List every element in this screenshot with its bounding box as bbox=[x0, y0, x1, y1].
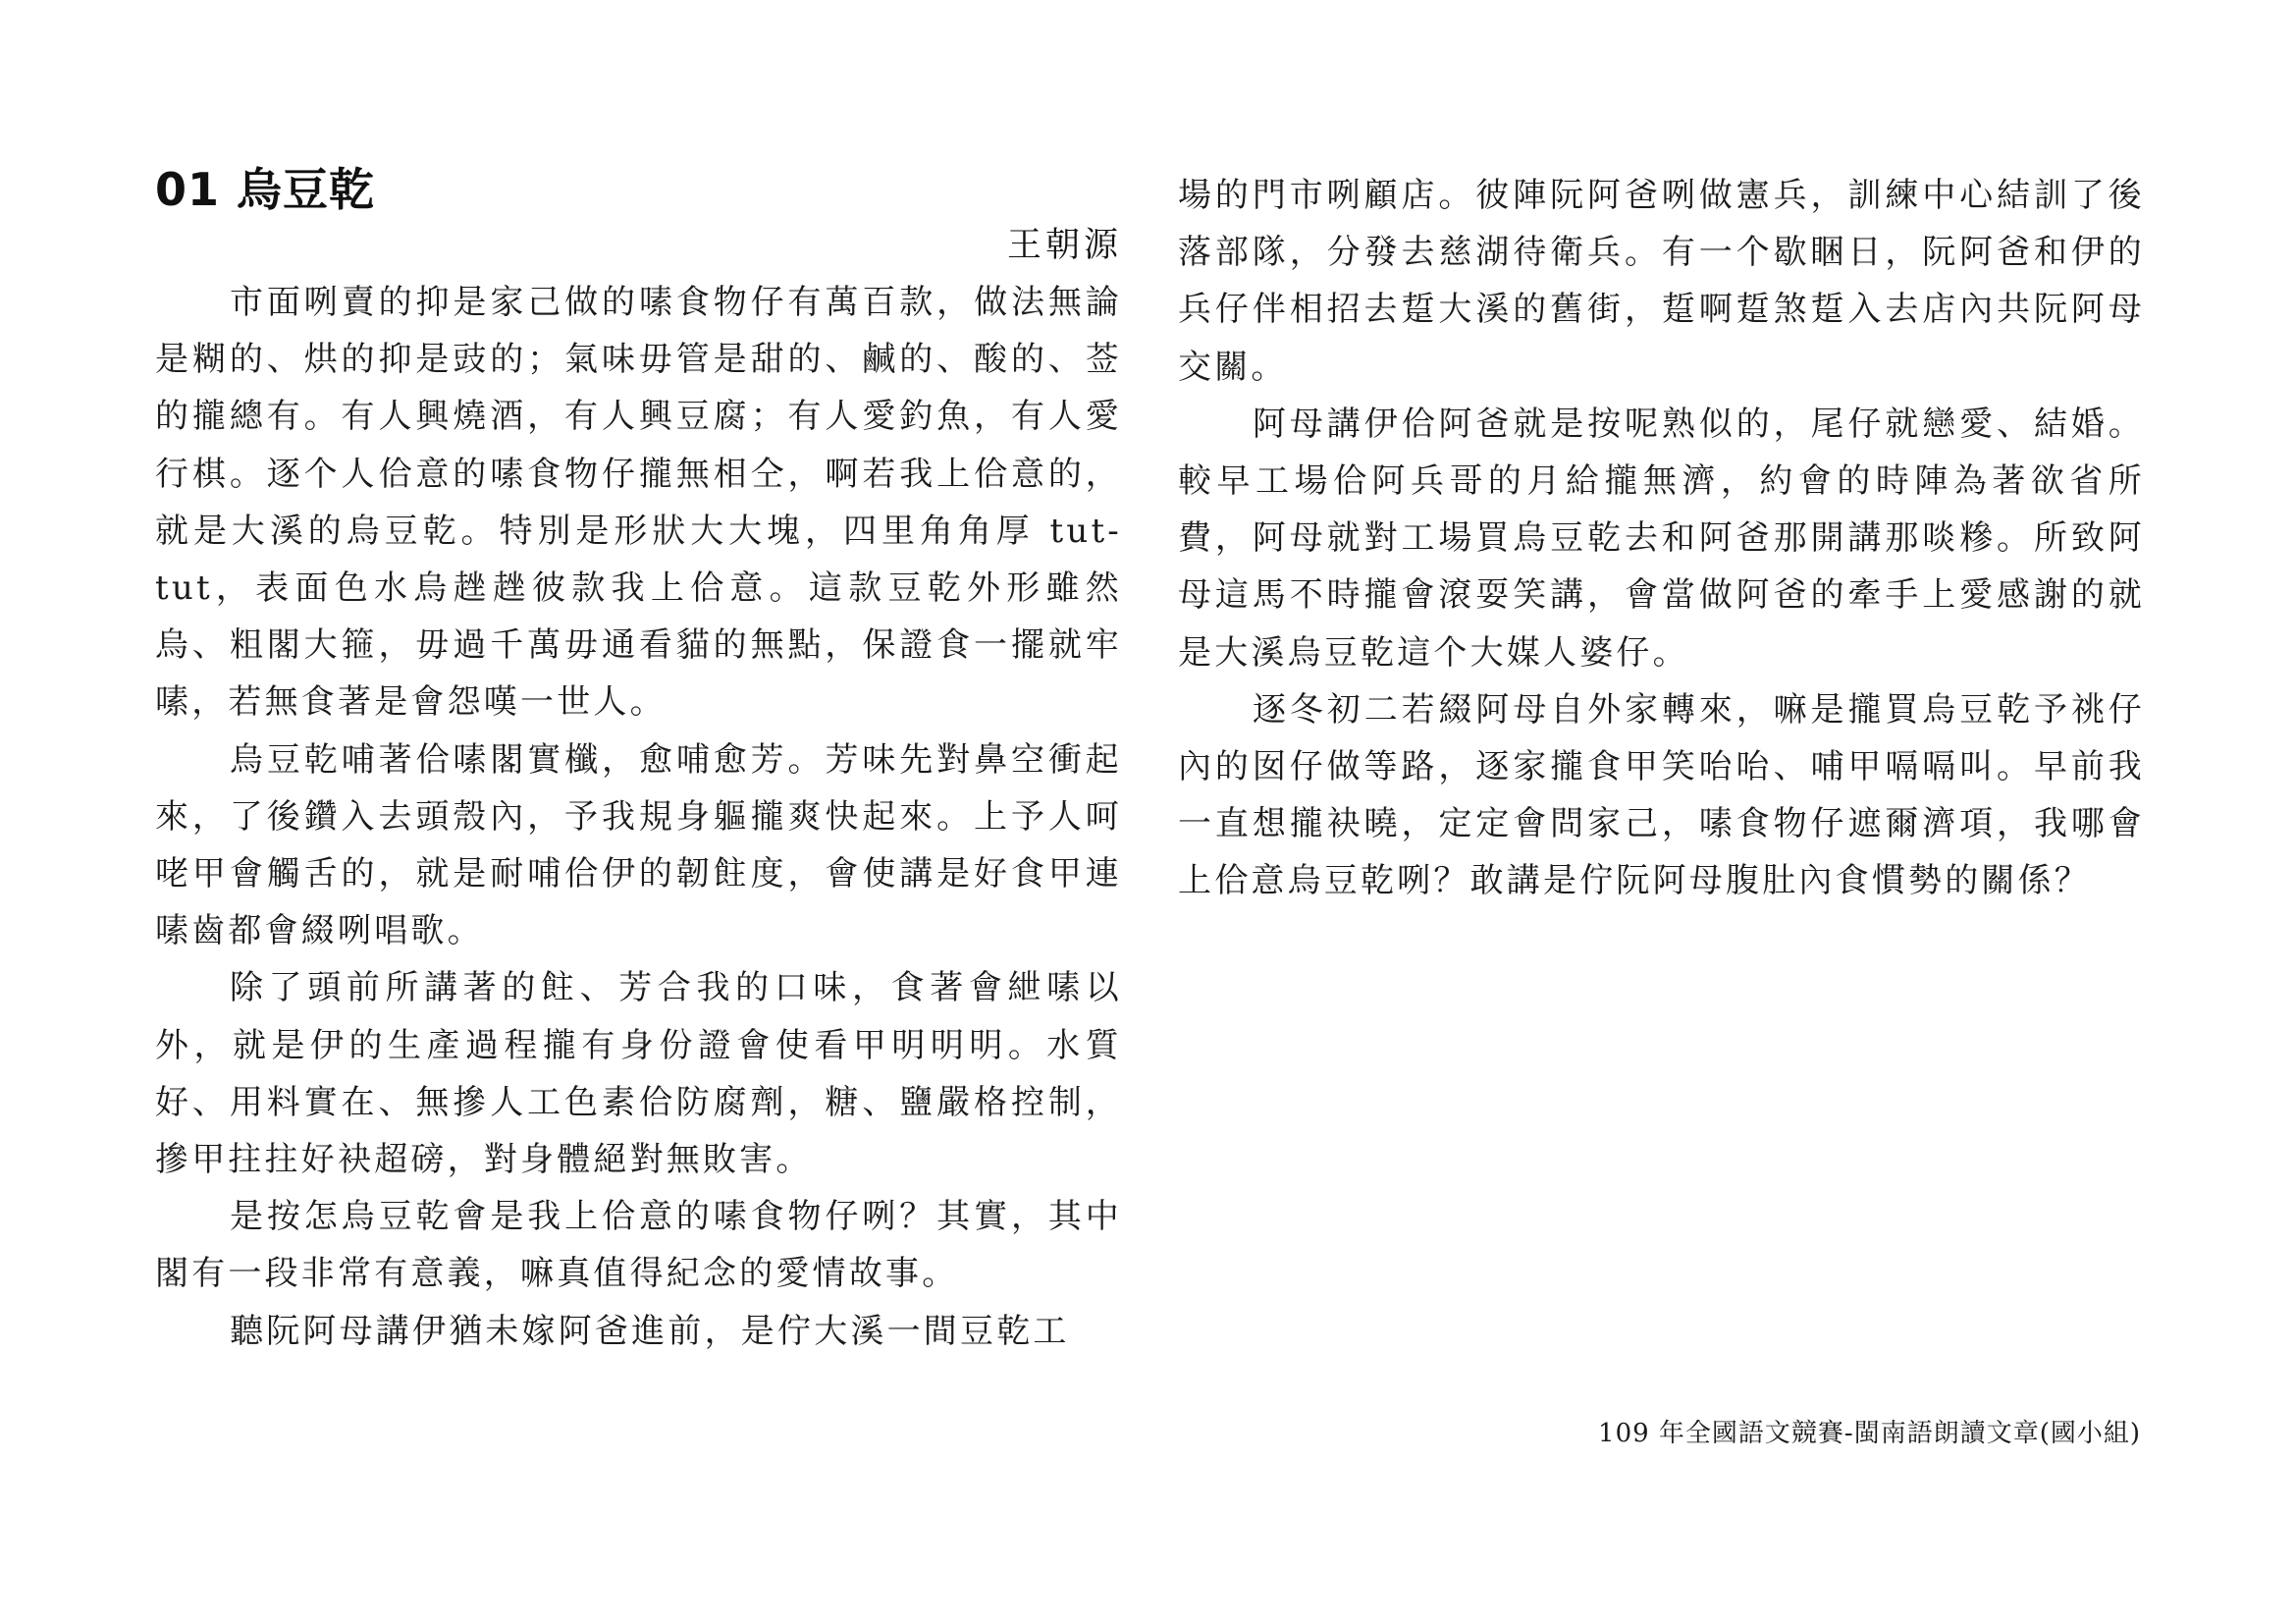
article-author: 王朝源 bbox=[1006, 226, 1122, 265]
paragraph: 市面咧賣的抑是家己做的嗉食物仔有萬百款，做法無論是糊的、烘的抑是豉的；氣味毋管是甜的、鹹的、酸的、莶的攏總有。有人興燒酒，有人興豆腐；有人愛釣魚，有人愛行棋。逐个人佮意的嗉食物仔攏無相仝，啊若我上佮意的，就是大溪的烏豆乾。特別是形狀大大塊，四里角角厚 tut-tut，表面色水烏趖趖彼款我上佮意。這款豆乾外形雖然烏、粗閣大箍，毋過千萬毋通看貓的無點，保證食一擺就牢嗉，若無食著是會怨嘆一世人。 bbox=[155, 283, 1122, 723]
paragraph: 是按怎烏豆乾會是我上佮意的嗉食物仔咧？其實，其中閣有一段非常有意義，嘛真值得紀念的愛情故事。 bbox=[155, 1197, 1122, 1294]
paragraph-continued: 場的門市咧顧店。彼陣阮阿爸咧做憲兵，訓練中心結訓了後落部隊，分發去慈湖待衛兵。有一个歇睏日，阮阿爸和伊的兵仔伴相招去踅大溪的舊街，踅啊踅煞踅入去店內共阮阿母交關。 bbox=[1178, 176, 2145, 387]
paragraph: 逐冬初二若綴阿母自外家轉來，嘛是攏買烏豆乾予祧仔內的囡仔做等路，逐家攏食甲笑咍咍、哺甲嗝嗝叫。早前我一直想攏袂曉，定定會問家己，嗉食物仔遮爾濟項，我哪會上佮意烏豆乾咧？敢講是佇阮阿母腹肚內食慣勢的關係？ bbox=[1178, 689, 2145, 901]
article-title: 01 烏豆乾 bbox=[155, 163, 376, 216]
right-column bbox=[1178, 167, 2145, 910]
paragraph: 聽阮阿母講伊猶未嫁阿爸進前，是佇大溪一間豆乾工 bbox=[230, 1311, 1070, 1351]
paragraph: 阿母講伊佮阿爸就是按呢熟似的，尾仔就戀愛、結婚。較早工場佮阿兵哥的月給攏無濟，約會的時陣為著欲省所費，阿母就對工場買烏豆乾去和阿爸那開講那啖糝。所致阿母這馬不時攏會滾耍笑講，會當做阿爸的牽手上愛感謝的就是大溪烏豆乾這个大媒人婆仔。 bbox=[1178, 404, 2145, 673]
paragraph: 烏豆乾哺著佮嗉閣實櫼，愈哺愈芳。芳味先對鼻空衝起來，了後鑽入去頭殼內，予我規身軀攏爽快起來。上予人呵咾甲會觸舌的，就是耐哺佮伊的韌飳度，會使講是好食甲連嗉齒都會綴咧唱歌。 bbox=[155, 739, 1122, 951]
page-footer: 109 年全國語文競賽-閩南語朗讀文章(國小組) bbox=[1598, 1419, 2141, 1448]
left-column bbox=[155, 162, 1122, 1360]
paragraph: 除了頭前所講著的飳、芳合我的口味，食著會紲嗉以外，就是伊的生產過程攏有身份證會使看甲明明明。水質好、用料實在、無摻人工色素佮防腐劑，糖、鹽嚴格控制，摻甲拄拄好袂超磅，對身體絕對無敗害。 bbox=[155, 968, 1122, 1180]
